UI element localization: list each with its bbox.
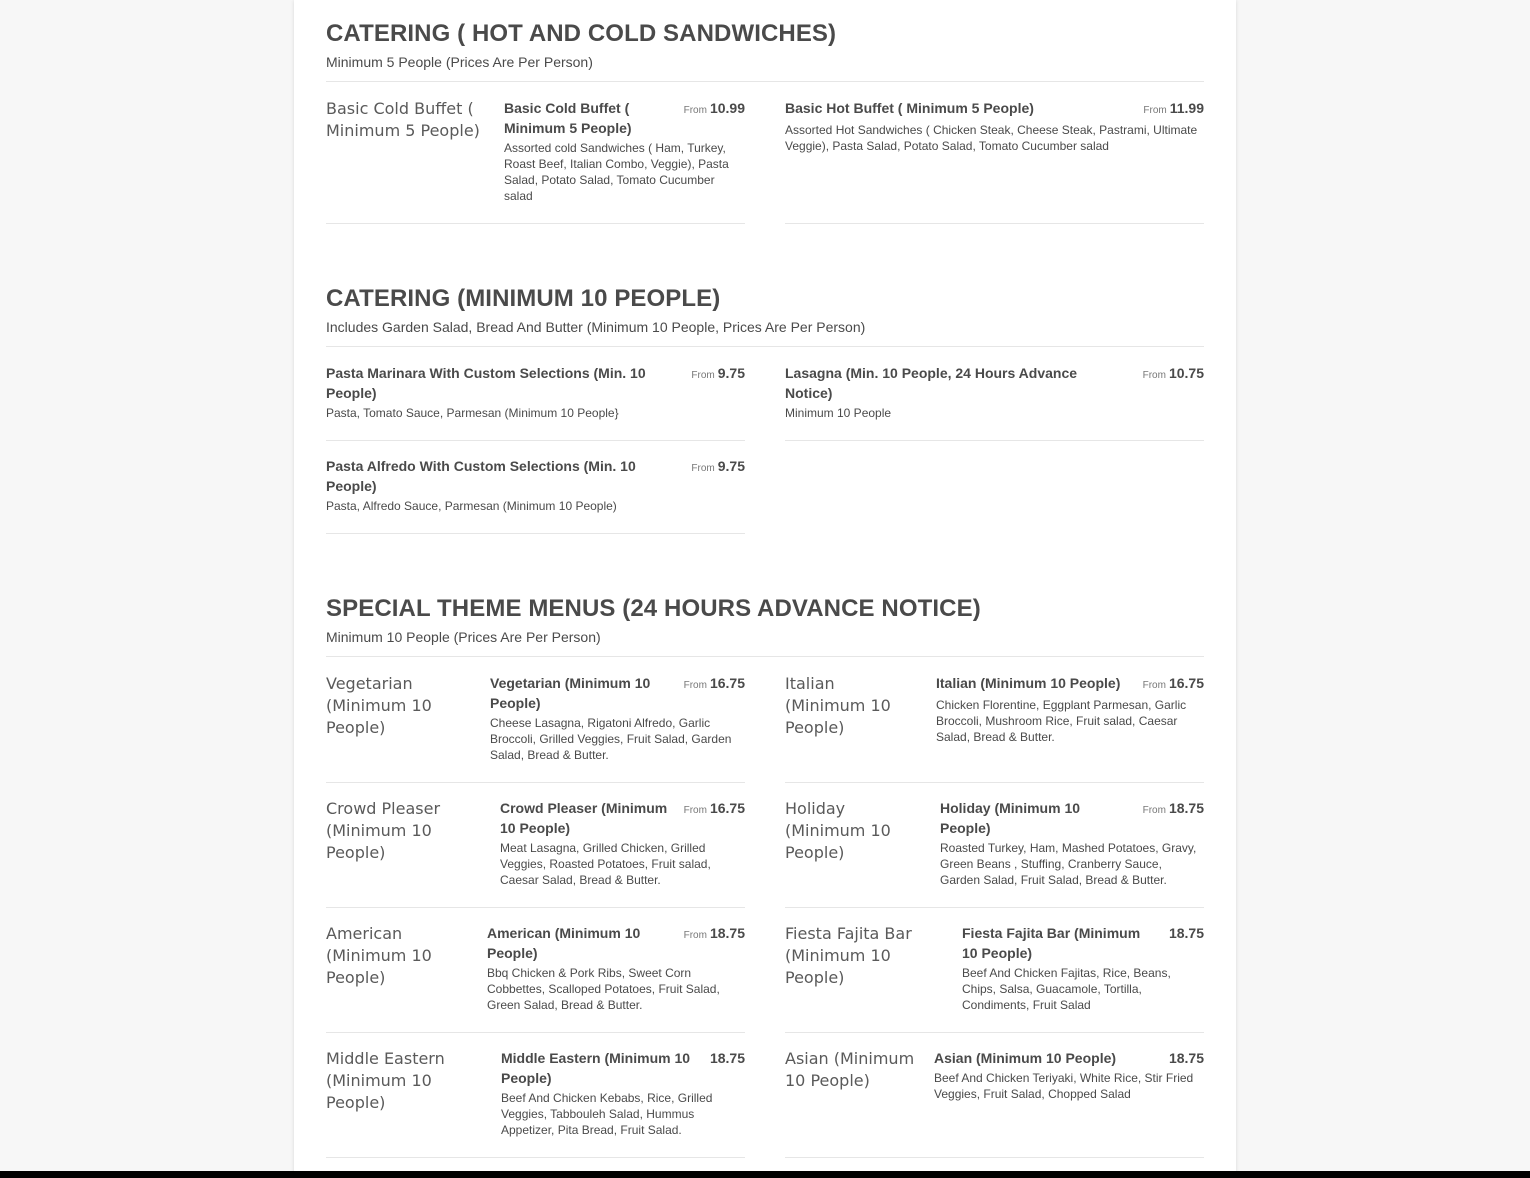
item-price xyxy=(691,363,745,386)
item-divider xyxy=(326,907,745,908)
menu-item-middle-eastern[interactable] xyxy=(326,1048,745,1158)
item-name[interactable]: Basic Cold Buffet ( Minimum 5 People) xyxy=(504,100,632,136)
price-from-label: From xyxy=(683,680,707,691)
menu-item-holiday[interactable] xyxy=(785,798,1204,908)
item-divider xyxy=(785,223,1204,224)
price-value: 18.75 xyxy=(709,1050,745,1066)
item-description: Assorted Hot Sandwiches ( Chicken Steak, Cheese Steak, Pastrami, Ultimate Veggie), Pasta Salad, Potato Salad, Tomato Cucumber salad xyxy=(785,123,1198,153)
item-name[interactable]: Pasta Alfredo With Custom Selections (Min. 10 People) xyxy=(326,458,636,494)
price-from-label: From xyxy=(1142,370,1166,381)
item-description: Meat Lasagna, Grilled Chicken, Grilled Veggies, Roasted Potatoes, Fruit salad, Caesar Salad, Bread & Butter. xyxy=(500,841,711,887)
menu-item-pasta-alfredo[interactable] xyxy=(326,456,745,534)
item-name[interactable]: Asian (Minimum 10 People) xyxy=(934,1050,1117,1066)
section-divider xyxy=(326,656,1204,657)
item-price xyxy=(1143,673,1204,696)
price-from-label: From xyxy=(691,463,715,474)
price-from-label: From xyxy=(1142,805,1166,816)
item-image-broken: Middle Eastern (Minimum 10 People) xyxy=(326,1049,445,1112)
price-value: 10.99 xyxy=(709,100,745,116)
price-from-label: From xyxy=(1142,680,1166,691)
price-value: 18.75 xyxy=(709,925,745,941)
section-subtitle: Includes Garden Salad, Bread And Butter (Minimum 10 People, Prices Are Per Person) xyxy=(326,319,866,335)
item-image-broken: Italian (Minimum 10 People) xyxy=(785,674,891,737)
section-title: CATERING (MINIMUM 10 PEOPLE) xyxy=(326,285,721,312)
item-divider xyxy=(326,223,745,224)
price-value: 9.75 xyxy=(717,458,745,474)
item-name[interactable]: Fiesta Fajita Bar (Minimum 10 People) xyxy=(962,925,1141,961)
item-price xyxy=(684,98,745,121)
item-price xyxy=(1143,363,1204,386)
item-image-broken: Vegetarian (Minimum 10 People) xyxy=(326,674,432,737)
item-name[interactable]: American (Minimum 10 People) xyxy=(487,925,641,961)
item-description: Roasted Turkey, Ham, Mashed Potatoes, Gravy, Green Beans , Stuffing, Cranberry Sauce, Garden Salad, Fruit Salad, Bread & Butter. xyxy=(940,841,1197,887)
item-description: Beef And Chicken Teriyaki, White Rice, Stir Fried Veggies, Fruit Salad, Chopped Salad xyxy=(934,1071,1194,1101)
item-image-broken: Crowd Pleaser (Minimum 10 People) xyxy=(326,799,441,862)
item-divider xyxy=(785,1032,1204,1033)
item-image-broken: Holiday (Minimum 10 People) xyxy=(785,799,891,862)
item-divider xyxy=(785,907,1204,908)
bottom-bar xyxy=(0,1171,1530,1178)
item-description: Bbq Chicken & Pork Ribs, Sweet Corn Cobbettes, Scalloped Potatoes, Fruit Salad, Green Salad, Bread & Butter. xyxy=(487,966,720,1012)
item-divider xyxy=(785,782,1204,783)
section-hot-cold-sandwiches xyxy=(326,20,1204,203)
item-price xyxy=(684,798,745,821)
item-description: Pasta, Tomato Sauce, Parmesan (Minimum 10 People} xyxy=(326,406,619,420)
item-price xyxy=(1143,98,1204,121)
price-value: 11.99 xyxy=(1169,100,1204,116)
item-name[interactable]: Lasagna (Min. 10 People, 24 Hours Advance Notice) xyxy=(785,365,1078,401)
item-name[interactable]: Vegetarian (Minimum 10 People) xyxy=(490,675,651,711)
menu-item-pasta-marinara[interactable] xyxy=(326,363,745,441)
menu-item-vegetarian[interactable] xyxy=(326,673,745,783)
price-value: 16.75 xyxy=(1168,675,1204,691)
item-divider xyxy=(326,782,745,783)
price-from-label: From xyxy=(1143,105,1167,116)
price-from-label: From xyxy=(683,105,707,116)
section-divider xyxy=(326,346,1204,347)
section-title: CATERING ( HOT AND COLD SANDWICHES) xyxy=(326,20,837,47)
item-divider xyxy=(326,1032,745,1033)
price-from-label: From xyxy=(683,930,707,941)
price-value: 18.75 xyxy=(1168,800,1204,816)
section-title: SPECIAL THEME MENUS (24 HOURS ADVANCE NOTICE) xyxy=(326,595,981,622)
item-divider xyxy=(326,533,745,534)
item-description: Assorted cold Sandwiches ( Ham, Turkey, Roast Beef, Italian Combo, Veggie), Pasta Salad, Potato Salad, Tomato Cucumber salad xyxy=(504,141,729,203)
item-name[interactable]: Holiday (Minimum 10 People) xyxy=(940,800,1081,836)
item-description: Beef And Chicken Kebabs, Rice, Grilled Veggies, Tabbouleh Salad, Hummus Appetizer, Pita Bread, Fruit Salad. xyxy=(501,1091,713,1137)
menu-item-basic-hot-buffet[interactable] xyxy=(785,98,1204,224)
item-divider xyxy=(326,440,745,441)
item-image-broken: Basic Cold Buffet ( Minimum 5 People) xyxy=(326,99,480,140)
item-divider xyxy=(785,1157,1204,1158)
menu-item-lasagna[interactable] xyxy=(785,363,1204,441)
item-name[interactable]: Italian (Minimum 10 People) xyxy=(936,675,1121,691)
item-description: Minimum 10 People xyxy=(785,406,892,420)
item-price xyxy=(684,923,745,946)
item-description: Chicken Florentine, Eggplant Parmesan, Garlic Broccoli, Mushroom Rice, Fruit salad, Caesar Salad, Bread & Butter. xyxy=(936,698,1187,744)
price-value: 10.75 xyxy=(1168,365,1204,381)
price-value: 18.75 xyxy=(1168,1050,1204,1066)
item-price xyxy=(1169,1048,1204,1069)
item-description: Pasta, Alfredo Sauce, Parmesan (Minimum 10 People) xyxy=(326,499,617,513)
price-from-label: From xyxy=(691,370,715,381)
price-value: 16.75 xyxy=(709,675,745,691)
item-name[interactable]: Basic Hot Buffet ( Minimum 5 People) xyxy=(785,100,1034,116)
menu-item-asian[interactable] xyxy=(785,1048,1204,1158)
item-price xyxy=(691,456,745,479)
item-description: Beef And Chicken Fajitas, Rice, Beans, Chips, Salsa, Guacamole, Tortilla, Condiments, Fruit Salad xyxy=(962,966,1171,1012)
item-price xyxy=(684,673,745,696)
section-subtitle: Minimum 5 People (Prices Are Per Person) xyxy=(326,54,593,70)
item-image-broken: Asian (Minimum 10 People) xyxy=(785,1049,915,1090)
price-value: 18.75 xyxy=(1168,925,1204,941)
item-description: Cheese Lasagna, Rigatoni Alfredo, Garlic Broccoli, Grilled Veggies, Fruit Salad, Garden Salad, Bread & Butter. xyxy=(490,716,732,762)
item-price xyxy=(710,1048,745,1069)
item-name[interactable]: Middle Eastern (Minimum 10 People) xyxy=(501,1050,691,1086)
item-divider xyxy=(785,440,1204,441)
menu-item-italian[interactable] xyxy=(785,673,1204,783)
section-catering-min-10 xyxy=(326,285,1204,513)
price-from-label: From xyxy=(683,805,707,816)
item-name[interactable]: Crowd Pleaser (Minimum 10 People) xyxy=(500,800,668,836)
section-subtitle: Minimum 10 People (Prices Are Per Person) xyxy=(326,629,601,645)
item-divider xyxy=(326,1157,745,1158)
section-divider xyxy=(326,81,1204,82)
menu-item-fiesta-fajita-bar[interactable] xyxy=(785,923,1204,1033)
menu-item-basic-cold-buffet[interactable] xyxy=(326,98,745,224)
menu-item-crowd-pleaser[interactable] xyxy=(326,798,745,908)
menu-item-american[interactable] xyxy=(326,923,745,1033)
item-price xyxy=(1169,923,1204,944)
menu-page xyxy=(294,0,1236,1178)
item-image-broken: American (Minimum 10 People) xyxy=(326,924,432,987)
item-name[interactable]: Pasta Marinara With Custom Selections (Min. 10 People) xyxy=(326,365,646,401)
section-special-theme-menus xyxy=(326,595,1204,1137)
price-value: 16.75 xyxy=(709,800,745,816)
item-price xyxy=(1143,798,1204,821)
item-image-broken: Fiesta Fajita Bar (Minimum 10 People) xyxy=(785,924,912,987)
price-value: 9.75 xyxy=(717,365,745,381)
